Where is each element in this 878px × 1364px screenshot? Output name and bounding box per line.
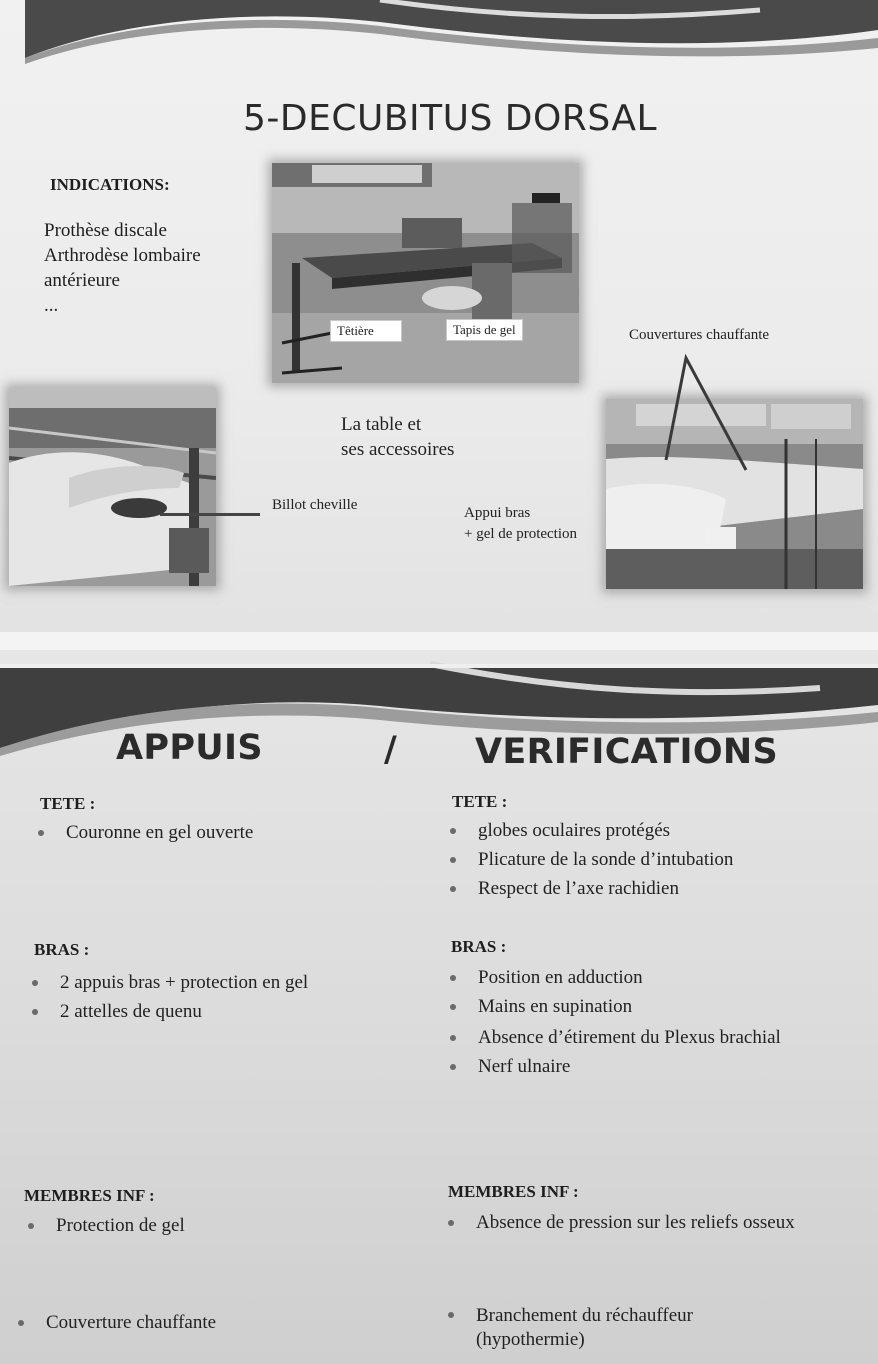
left-tete-heading: TETE : [40, 794, 96, 813]
bullet-icon [18, 1320, 24, 1326]
bullet-icon [28, 1223, 34, 1229]
list-item-text: Nerf ulnaire [478, 1056, 571, 1077]
photo-operating-table [272, 163, 579, 383]
bullet-icon [450, 1035, 456, 1041]
slide-top [0, 0, 878, 650]
indications-heading: INDICATIONS: [50, 175, 170, 194]
pointer-lines-couvertures [656, 350, 756, 480]
list-item-text: Respect de l’axe rachidien [478, 878, 679, 899]
list-item-text: Couronne en gel ouverte [66, 822, 254, 843]
list-item [46, 1312, 216, 1334]
list-item [476, 1212, 795, 1234]
right-bras-heading: BRAS : [451, 937, 507, 956]
label-tetiere: Têtière [330, 320, 402, 342]
caption-line: ses accessoires [341, 439, 455, 460]
list-item [478, 849, 733, 871]
list-item [478, 878, 679, 900]
list-item-text: Mains en supination [478, 996, 633, 1017]
indication-item: antérieure [44, 270, 120, 291]
list-item-text: 2 appuis bras + protection en gel [60, 972, 309, 993]
list-item-text: (hypothermie) [476, 1329, 585, 1350]
bullet-icon [448, 1220, 454, 1226]
list-item-text: Position en adduction [478, 967, 643, 988]
list-item-text: Plicature de la sonde d’intubation [478, 849, 734, 870]
left-membres-heading: MEMBRES INF : [24, 1186, 155, 1205]
list-item-text: Branchement du réchauffeur [476, 1305, 693, 1326]
label-line: + gel de protection [464, 526, 578, 542]
label-line: Appui bras [464, 505, 531, 521]
list-item-text: Absence d’étirement du Plexus brachial [478, 1027, 781, 1048]
label-appui-bras [464, 503, 577, 545]
list-item [478, 820, 670, 842]
list-item [478, 1027, 781, 1049]
list-item [478, 996, 632, 1018]
label-tapis-de-gel: Tapis de gel [446, 319, 523, 341]
caption-line: La table et [341, 414, 422, 435]
bullet-icon [450, 857, 456, 863]
list-item [478, 967, 643, 989]
bullet-icon [450, 886, 456, 892]
list-item-text: Protection de gel [56, 1215, 185, 1236]
list-item [66, 822, 253, 844]
list-item-text: Absence de pression sur les reliefs osseux [476, 1212, 795, 1233]
bullet-icon [450, 975, 456, 981]
photo-billot-cheville [9, 388, 216, 586]
left-bras-heading: BRAS : [34, 940, 90, 959]
list-item [60, 1001, 202, 1023]
list-item-text: 2 attelles de quenu [60, 1001, 202, 1022]
pointer-line-billot [160, 513, 260, 516]
page-title: 5-DECUBITUS DORSAL [242, 98, 658, 139]
list-item [476, 1304, 693, 1352]
right-membres-heading: MEMBRES INF : [448, 1182, 579, 1201]
heading-appuis: APPUIS [116, 728, 263, 768]
indication-item: Prothèse discale [44, 220, 167, 241]
bullet-icon [32, 980, 38, 986]
list-item [478, 1056, 570, 1078]
bullet-icon [448, 1312, 454, 1318]
list-item-text: globes oculaires protégés [478, 820, 671, 841]
bullet-icon [38, 830, 44, 836]
label-billot-cheville: Billot cheville [272, 497, 358, 513]
bullet-icon [450, 1004, 456, 1010]
label-couvertures-chauffante: Couvertures chauffante [629, 327, 770, 343]
list-item [60, 972, 308, 994]
caption-table-accessoires [341, 412, 454, 462]
indications-list [44, 218, 201, 318]
slide-bottom [0, 650, 878, 1364]
bullet-icon [32, 1009, 38, 1015]
right-tete-heading: TETE : [452, 792, 508, 811]
bullet-icon [450, 828, 456, 834]
list-item-text: Couverture chauffante [46, 1312, 217, 1333]
heading-separator: / [384, 730, 398, 770]
list-item [56, 1215, 185, 1237]
indication-item: Arthrodèse lombaire [44, 245, 201, 266]
indication-item: ... [44, 295, 59, 316]
header-wave-decoration [0, 0, 878, 80]
bullet-icon [450, 1064, 456, 1070]
heading-verifications: VERIFICATIONS [475, 732, 779, 772]
